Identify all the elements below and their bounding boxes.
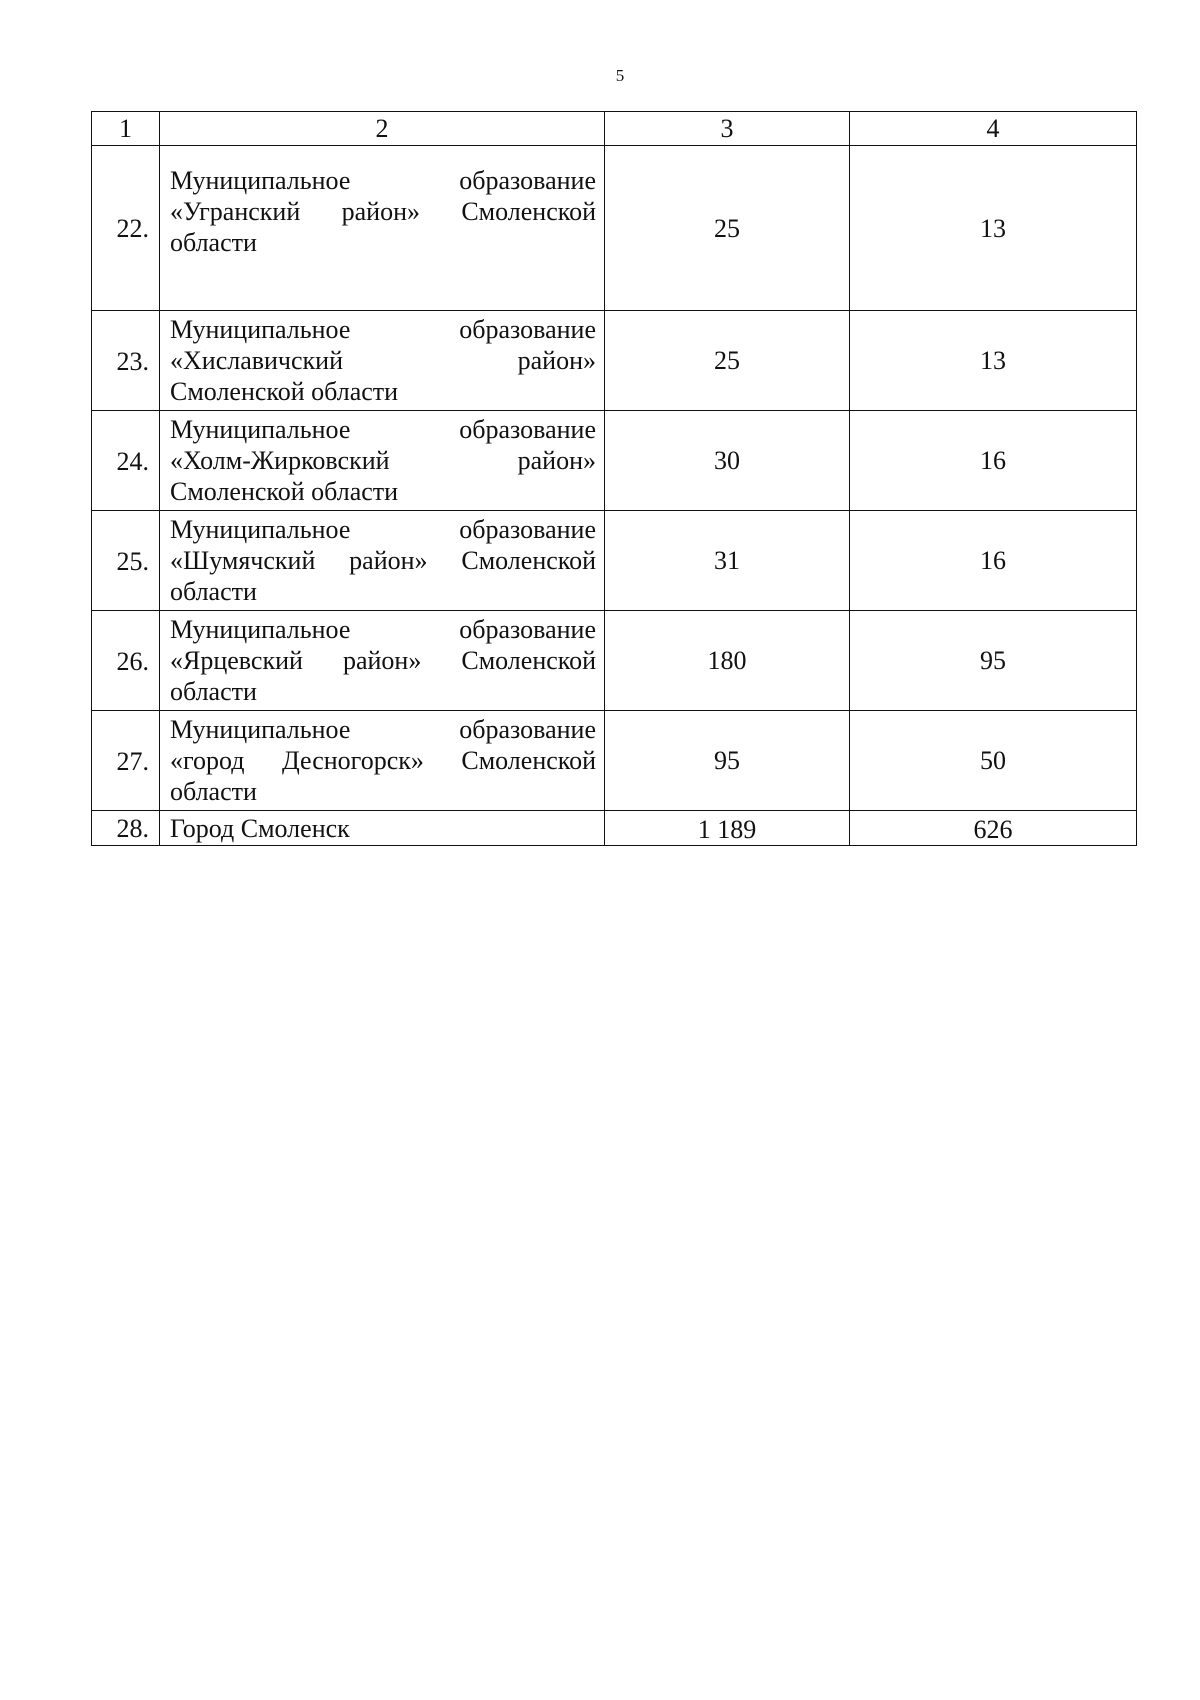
name-line: Смоленской области: [170, 477, 399, 506]
value-col4: 16: [850, 511, 1137, 611]
municipality-name: [160, 811, 605, 846]
name-line: области: [170, 677, 257, 706]
value-col3: 31: [605, 511, 850, 611]
name-line: «Холм-Жирковский район»: [170, 446, 596, 475]
table-row: [92, 611, 1137, 711]
row-number: 23.: [92, 311, 160, 411]
name-line: области: [170, 777, 257, 806]
row-number: 26.: [92, 611, 160, 711]
municipality-name: [160, 611, 605, 711]
municipality-table: [91, 111, 1137, 846]
table-row: [92, 311, 1137, 411]
name-line: «Ярцевский район» Смоленской: [170, 646, 596, 675]
name-line: области: [170, 577, 257, 606]
municipality-name: [160, 411, 605, 511]
name-line: Муниципальное образование: [170, 515, 596, 544]
value-col3: 1 189: [605, 811, 850, 846]
row-number: 27.: [92, 711, 160, 811]
name-line: Муниципальное образование: [170, 415, 596, 444]
row-number: 24.: [92, 411, 160, 511]
value-col4: 50: [850, 711, 1137, 811]
header-cell: 4: [850, 112, 1137, 146]
value-col3: 180: [605, 611, 850, 711]
name-line: Смоленской области: [170, 377, 399, 406]
value-col4: 13: [850, 146, 1137, 311]
name-line: «Угранский район» Смоленской: [170, 196, 596, 226]
name-line: Муниципальное образование: [170, 315, 596, 344]
name-line: Муниципальное образование: [170, 715, 596, 744]
value-col3: 25: [605, 146, 850, 311]
name-line: «Шумячский район» Смоленской: [170, 546, 596, 575]
name-line: области: [170, 227, 257, 257]
municipality-name: [160, 146, 605, 311]
header-cell: 1: [92, 112, 160, 146]
municipality-name: [160, 511, 605, 611]
table-row: [92, 411, 1137, 511]
name-line: «Хиславичский район»: [170, 346, 596, 375]
table-header-row: [92, 112, 1137, 146]
table-row: [92, 811, 1137, 846]
name-line: Муниципальное образование: [170, 615, 596, 644]
row-number: 25.: [92, 511, 160, 611]
value-col4: 626: [850, 811, 1137, 846]
value-col3: 95: [605, 711, 850, 811]
municipality-name: [160, 711, 605, 811]
page-number: 5: [615, 66, 625, 85]
header-cell: 3: [605, 112, 850, 146]
table-row: [92, 711, 1137, 811]
value-col4: 13: [850, 311, 1137, 411]
value-col4: 16: [850, 411, 1137, 511]
name-line: «город Десногорск» Смоленской: [170, 746, 596, 775]
value-col4: 95: [850, 611, 1137, 711]
name-line: Город Смоленск: [170, 813, 350, 843]
table-row: [92, 146, 1137, 311]
value-col3: 25: [605, 311, 850, 411]
row-number: 22.: [92, 146, 160, 311]
value-col3: 30: [605, 411, 850, 511]
municipality-name: [160, 311, 605, 411]
header-cell: 2: [160, 112, 605, 146]
table-row: [92, 511, 1137, 611]
name-line: Муниципальное образование: [170, 165, 596, 195]
row-number: 28.: [92, 811, 160, 846]
